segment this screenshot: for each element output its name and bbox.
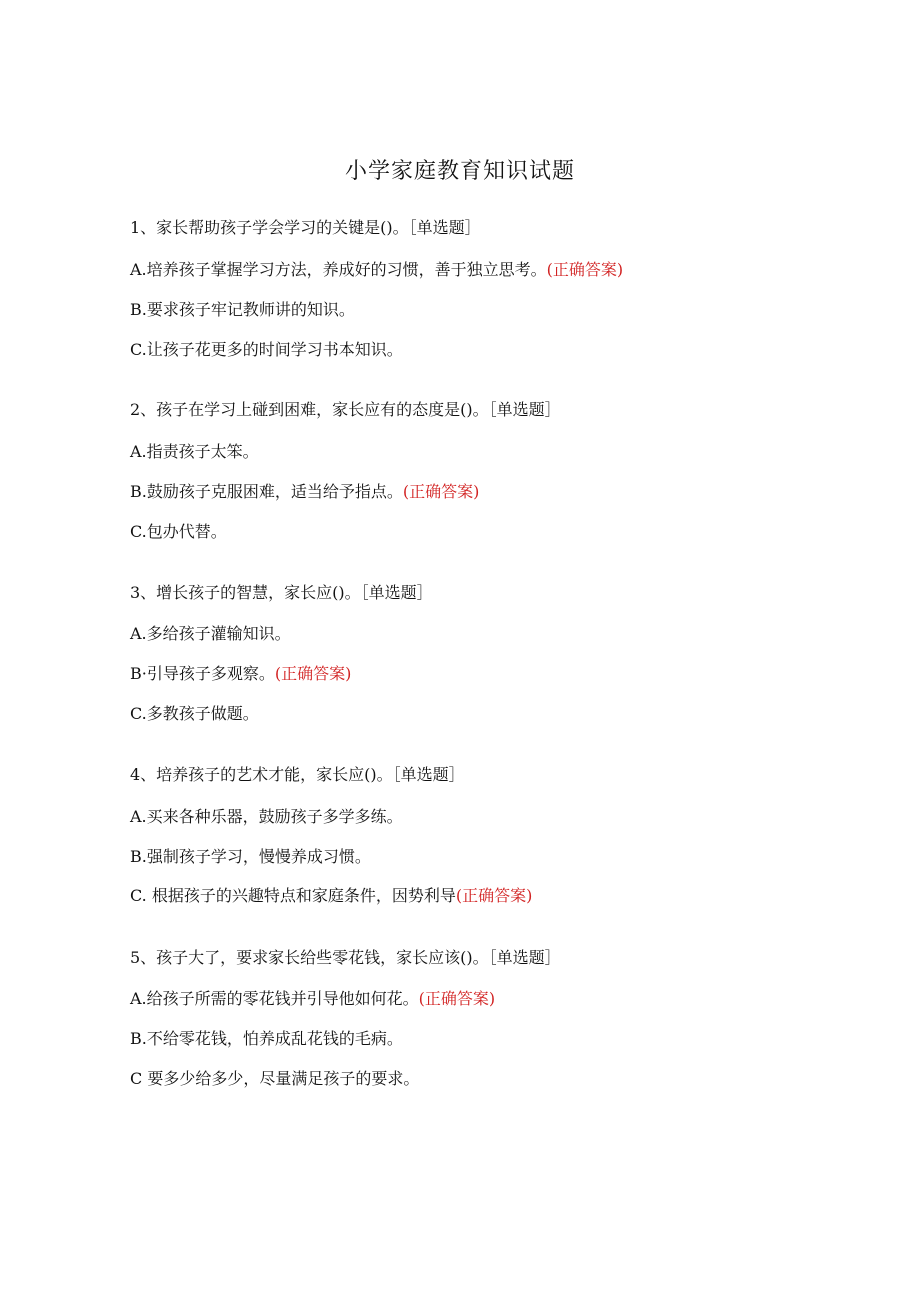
option-c: C.包办代替。 [130, 522, 227, 541]
option-a: A.买来各种乐器，鼓励孩子多学多练。 [130, 807, 403, 826]
option-text: A.培养孩子掌握学习方法，养成好的习惯，善于独立思考。 [130, 260, 547, 279]
correct-answer-mark: (正确答案) [418, 989, 496, 1008]
option-text: A.给孩子所需的零花钱并引导他如何花。 [130, 989, 419, 1008]
question-stem: 4、培养孩子的艺术才能，家长应()。［单选题］ [130, 765, 465, 784]
option-b [130, 662, 351, 686]
option-c: C 要多少给多少，尽量满足孩子的要求。 [130, 1069, 420, 1088]
option-text: B.鼓励孩子克服困难，适当给予指点。 [130, 482, 403, 501]
correct-answer-mark: (正确答案) [455, 886, 533, 905]
option-b: B.要求孩子牢记教师讲的知识。 [130, 300, 355, 319]
option-a [130, 987, 495, 1011]
question-stem: 1、家长帮助孩子学会学习的关键是()。［单选题］ [130, 218, 481, 237]
option-b [130, 480, 479, 504]
correct-answer-mark: (正确答案) [274, 664, 352, 683]
option-c [130, 884, 532, 908]
question-stem: 5、孩子大了，要求家长给些零花钱，家长应该()。［单选题］ [130, 948, 561, 967]
question-stem: 3、增长孩子的智慧，家长应()。［单选题］ [130, 583, 433, 602]
option-a: A.指责孩子太笨。 [130, 442, 259, 461]
correct-answer-mark: (正确答案) [546, 260, 624, 279]
option-a [130, 258, 623, 282]
option-c: C.让孩子花更多的时间学习书本知识。 [130, 340, 403, 359]
option-b: B.强制孩子学习，慢慢养成习惯。 [130, 847, 371, 866]
option-text: C. 根据孩子的兴趣特点和家庭条件，因势利导 [130, 886, 456, 905]
correct-answer-mark: (正确答案) [402, 482, 480, 501]
option-c: C.多教孩子做题。 [130, 704, 259, 723]
question-stem: 2、孩子在学习上碰到困难，家长应有的态度是()。［单选题］ [130, 400, 561, 419]
option-a: A.多给孩子灌输知识。 [130, 624, 291, 643]
option-b: B.不给零花钱，怕养成乱花钱的毛病。 [130, 1029, 403, 1048]
page-title: 小学家庭教育知识试题 [344, 159, 575, 184]
option-text: B·引导孩子多观察。 [130, 664, 275, 683]
